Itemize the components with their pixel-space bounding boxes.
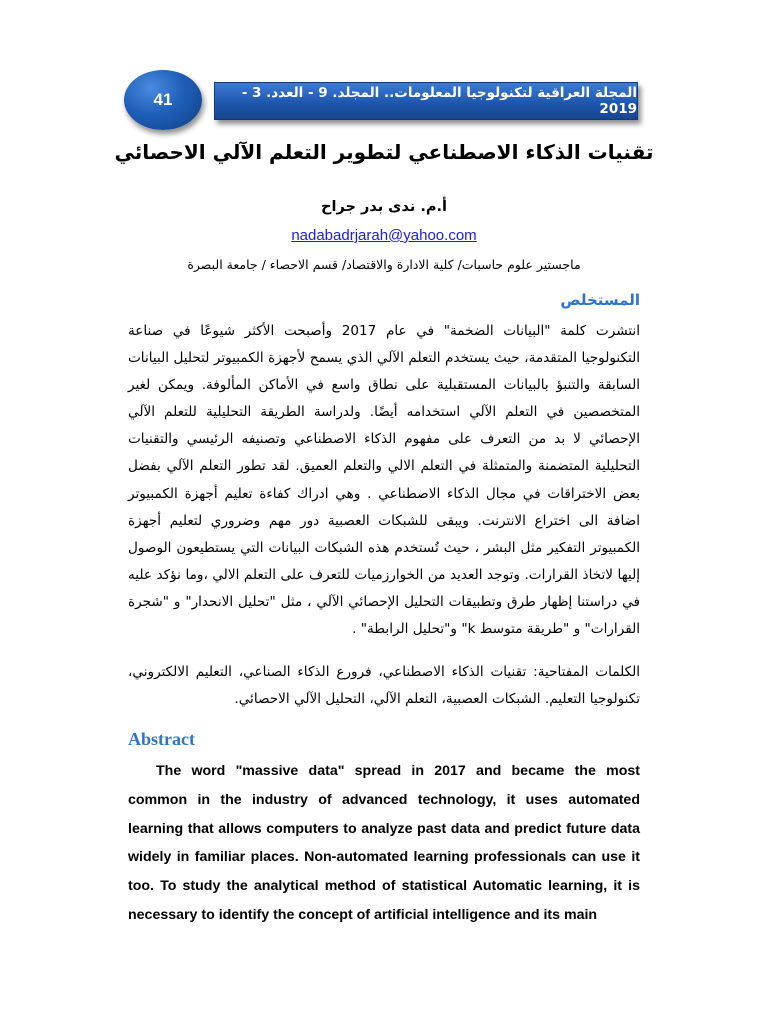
- english-abstract-body: The word "massive data" spread in 2017 and became the most common in the industry of advanced technology, it uses automated learning that allows computers to analyze past data and predict future data widely in familiar places. Non-automated learning professionals can use it too. To study the analytical method of statistical Automatic learning, it is necessary to identify the concept of artificial intelligence and its main: [128, 763, 640, 923]
- article-title: تقنيات الذكاء الاصطناعي لتطوير التعلم الآلي الاحصائي: [114, 140, 654, 164]
- arabic-abstract-body: [128, 318, 640, 643]
- page-number-badge: 41: [124, 70, 202, 130]
- author-email-link[interactable]: nadabadrjarah@yahoo.com: [291, 227, 477, 244]
- author-name: أ.م. ندى بدر جراح: [321, 199, 447, 215]
- english-abstract-heading: Abstract: [128, 729, 195, 749]
- arabic-keywords: الكلمات المفتاحية: تقنيات الذكاء الاصطناعي، فرورع الذكاء الصناعي، التعليم الالكتروني، تكنولوجيا التعليم. الشبكات العصبية، التعلم الآلي، التحليل الآلي الاحصائي.: [128, 664, 640, 707]
- arabic-abstract-paragraph: انتشرت كلمة "البيانات الضخمة" في عام 2017 وأصبحت الأكثر شيوعًا في صناعة التكنولوجيا المتقدمة، حيث يستخدم التعلم الآلي الذي يسمح لأجهزة الكمبيوتر لتحليل البيانات السابقة والتنبؤ بالبيانات المستقبلية على نطاق واسع في الأماكن المألوفة. ويمكن لغير المتخصصين في التعلم الآلي استخدامه أيضًا. ولدراسة الطريقة التحليلية للتعلم الآلي الإحصائي لا بد من التعرف على مفهوم الذكاء الاصطناعي وتصنيفه الرئيسي والتقنيات التحليلية المتضمنة والمتمثلة في التعلم الالي والتعلم العميق. لقد تطور التعلم الآلي بفضل بعض الاختراقات في مجال الذكاء الاصطناعي . وهي ادراك كفاءة تعليم أجهزة الكمبيوتر اضافة الى اختراع الانترنت. ويبقى للشبكات العصبية دور مهم وضروري لتعليم أجهزة الكمبيوتر التفكير مثل البشر ، حيث تُستخدم هذه الشبكات البيانات التي يستطيعون الوصول إليها لاتخاذ القرارات. وتوجد العديد من الخوارزميات للتعرف على التعلم الالي ،وما نؤكد عليه في دراستنا إظهار طرق وتطبيقات التحليل الإحصائي الآلي ، مثل "تحليل الانحدار" و "شجرة القرارات" و "طريقة متوسط k" و"تحليل الرابطة" .: [128, 323, 640, 638]
- author-affiliation: ماجستير علوم حاسبات/ كلية الادارة والاقتصاد/ قسم الاحصاء / جامعة البصرة: [187, 257, 581, 272]
- arabic-abstract-heading: المستخلص: [560, 291, 640, 309]
- journal-banner: المجلة العراقية لتكنولوجيا المعلومات.. المجلد. 9 - العدد. 3 - 2019: [214, 82, 638, 120]
